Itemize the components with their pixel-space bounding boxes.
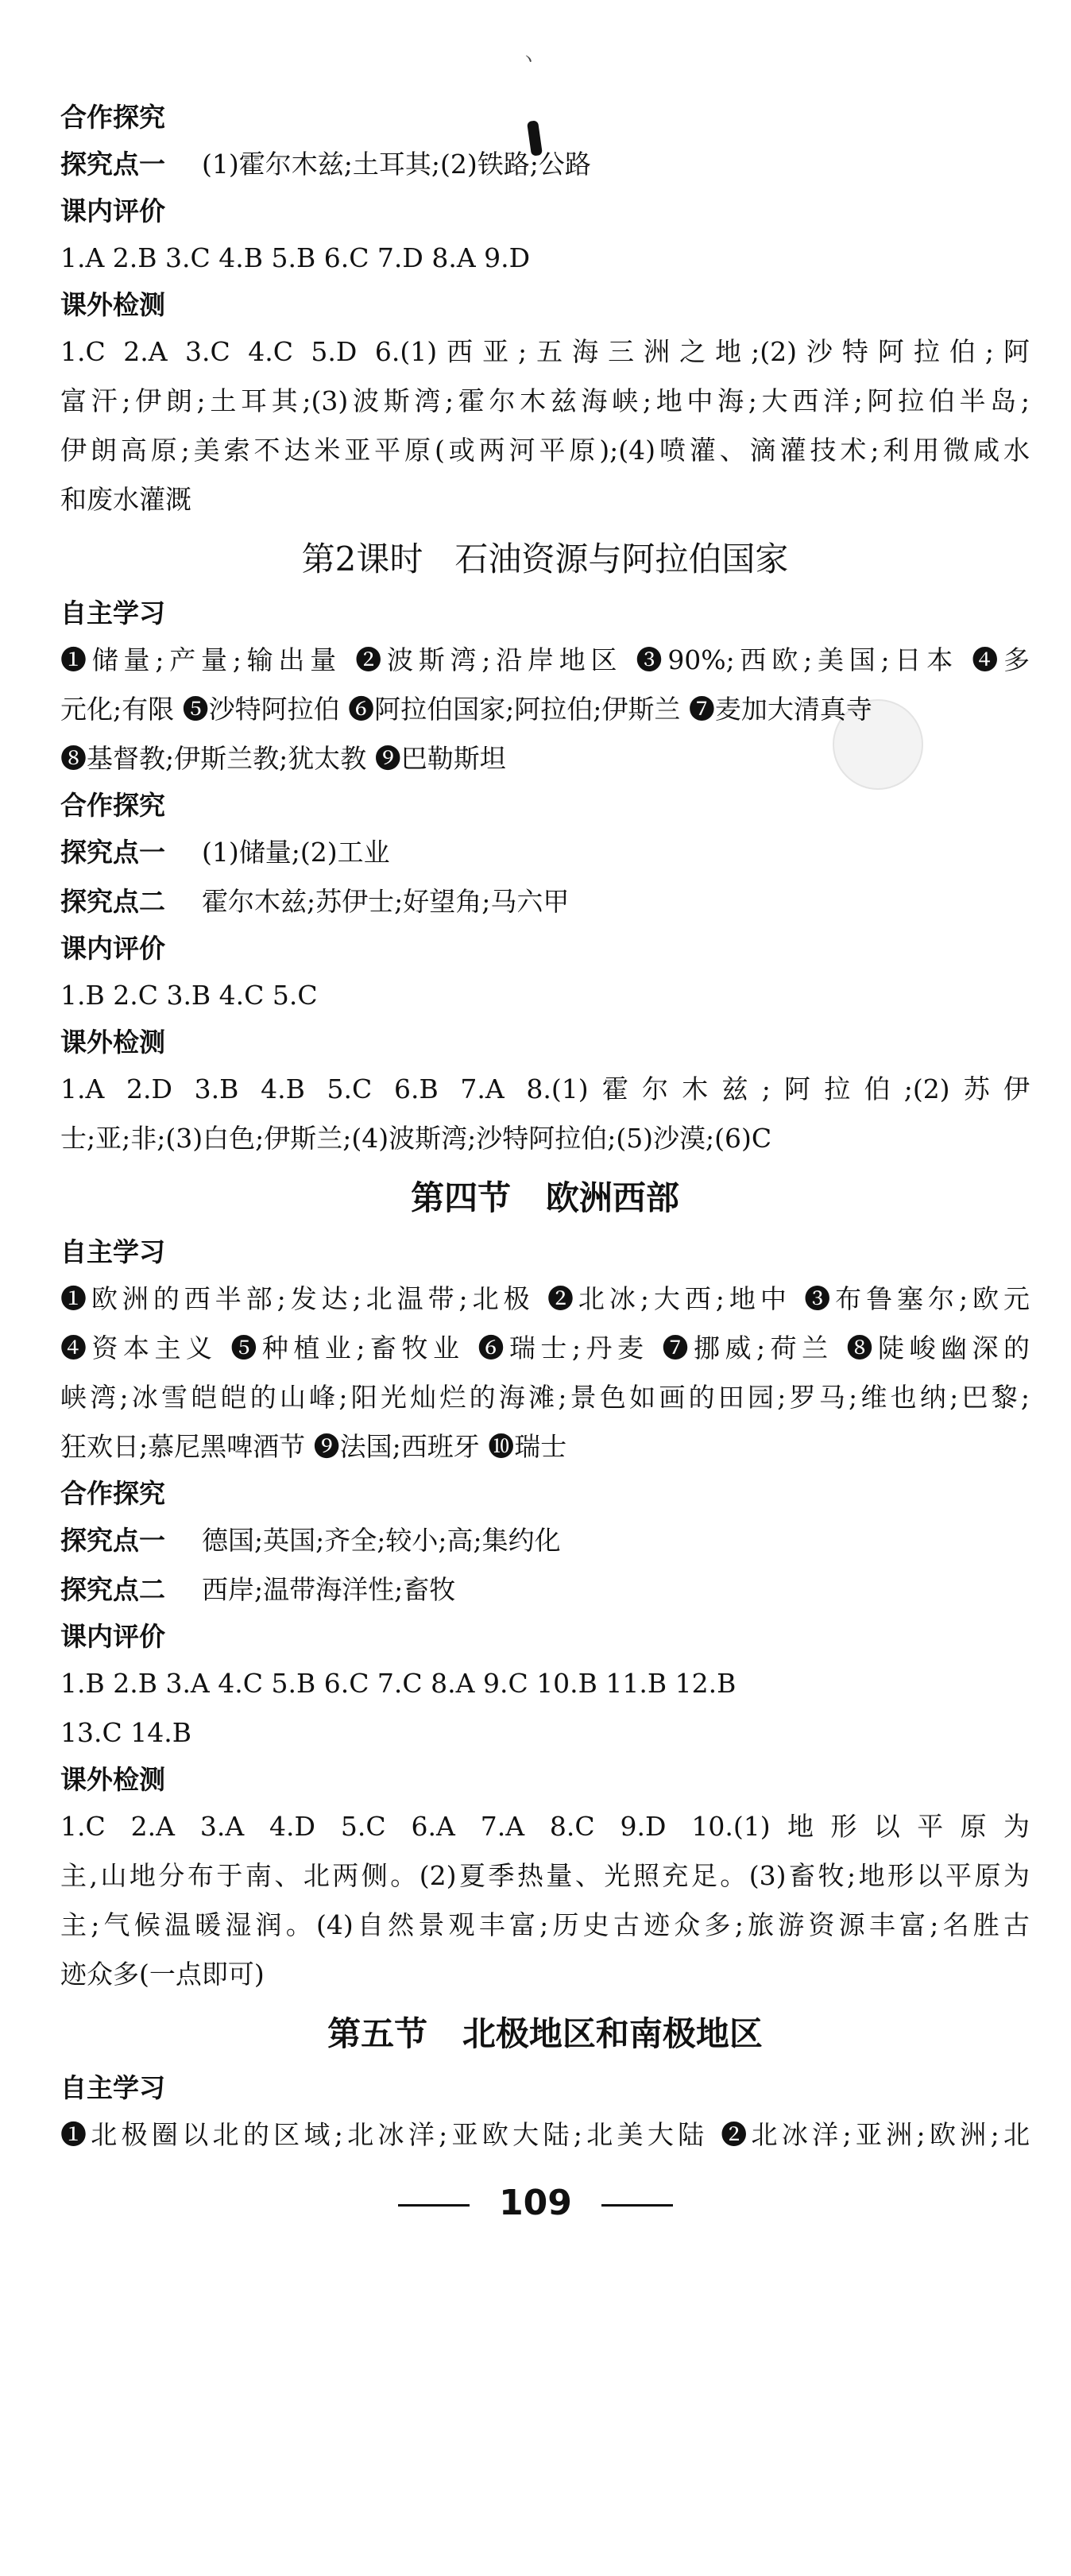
- answer-line: 主,山地分布于南、北两侧。(2)夏季热量、光照充足。(3)畜牧;地形以平原为: [60, 1860, 1030, 1891]
- answer-line: ❶欧洲的西半部;发达;北温带;北极 ❷北冰;大西;地中 ❸布鲁塞尔;欧元: [60, 1283, 1030, 1314]
- answer-line: 1.A 2.D 3.B 4.B 5.C 6.B 7.A 8.(1)霍尔木兹;阿拉伯;(2)苏伊: [60, 1073, 1030, 1104]
- answer-line: 狂欢日;慕尼黑啤酒节 ❾法国;西班牙 ❿瑞士: [60, 1431, 567, 1462]
- answer-line: 伊朗高原;美索不达米亚平原(或两河平原);(4)喷灌、滴灌技术;利用微咸水: [60, 435, 1030, 466]
- explore-point-answer: 霍尔木兹;苏伊士;好望角;马六甲: [202, 886, 570, 917]
- footer-dash-left: [398, 2204, 470, 2207]
- explore-point-label: 探究点二: [60, 886, 165, 917]
- section-label: 合作探究: [60, 1478, 165, 1509]
- answer-line: 元化;有限 ❺沙特阿拉伯 ❻阿拉伯国家;阿拉伯;伊斯兰 ❼麦加大清真寺: [60, 694, 872, 725]
- answer-line: 主;气候温暖湿润。(4)自然景观丰富;历史古迹众多;旅游资源丰富;名胜古: [60, 1909, 1030, 1940]
- answer-line: ❽基督教;伊斯兰教;犹太教 ❾巴勒斯坦: [60, 743, 506, 774]
- section-label: 课外检测: [60, 1764, 165, 1795]
- section-label: 自主学习: [60, 2072, 165, 2103]
- explore-point-row: [60, 877, 1030, 926]
- section-label: 合作探究: [60, 790, 165, 821]
- explore-point-label: 探究点一: [60, 1525, 165, 1556]
- answer-line: 峡湾;冰雪皑皑的山峰;阳光灿烂的海滩;景色如画的田园;罗马;维也纳;巴黎;: [60, 1382, 1030, 1413]
- answer-line: 士;亚;非;(3)白色;伊斯兰;(4)波斯湾;沙特阿拉伯;(5)沙漠;(6)C: [60, 1123, 772, 1154]
- answer-line: ❹资本主义 ❺种植业;畜牧业 ❻瑞士;丹麦 ❼挪威;荷兰 ❽陡峻幽深的: [60, 1332, 1030, 1363]
- explore-point-row: [60, 828, 1030, 877]
- answer-line: 1.B 2.B 3.A 4.C 5.B 6.C 7.C 8.A 9.C 10.B 11.B 12.B: [60, 1668, 737, 1699]
- answer-line: 迹众多(一点即可): [60, 1959, 265, 1990]
- explore-point-answer: 西岸;温带海洋性;畜牧: [202, 1574, 456, 1605]
- section-label: 自主学习: [60, 1236, 165, 1267]
- explore-point-row: [60, 1516, 1030, 1565]
- answer-line: 1.B 2.C 3.B 4.C 5.C: [60, 980, 318, 1011]
- explore-point-label: 探究点一: [60, 149, 165, 180]
- section-label: 自主学习: [60, 598, 165, 629]
- section-heading: 第2课时 石油资源与阿拉伯国家: [301, 540, 789, 578]
- footer-dash-right: [601, 2204, 673, 2207]
- section-label: 课外检测: [60, 289, 165, 320]
- answer-line: 1.C 2.A 3.C 4.C 5.D 6.(1)西亚;五海三洲之地;(2)沙特阿拉伯;阿: [60, 336, 1030, 367]
- section-heading: 第四节 欧洲西部: [411, 1178, 679, 1217]
- explore-point-answer: (1)霍尔木兹;土耳其;(2)铁路;公路: [202, 149, 591, 180]
- page-footer: [0, 2176, 1071, 2231]
- answer-line: ❶储量;产量;输出量 ❷波斯湾;沿岸地区 ❸90%;西欧;美国;日本 ❹多: [60, 644, 1030, 675]
- answer-line: 1.A 2.B 3.C 4.B 5.B 6.C 7.D 8.A 9.D: [60, 242, 531, 273]
- answer-line: ❶北极圈以北的区域;北冰洋;亚欧大陆;北美大陆 ❷北冰洋;亚洲;欧洲;北: [60, 2119, 1030, 2150]
- explore-point-row: [60, 1565, 1030, 1615]
- explore-point-label: 探究点一: [60, 837, 165, 868]
- page-number: 109: [499, 2183, 572, 2223]
- explore-point-answer: (1)储量;(2)工业: [202, 837, 390, 868]
- explore-point-row: [60, 140, 1030, 189]
- section-label: 课外检测: [60, 1027, 165, 1058]
- section-heading: 第五节 北极地区和南极地区: [327, 2014, 763, 2053]
- answer-line: 富汗;伊朗;土耳其;(3)波斯湾;霍尔木兹海峡;地中海;大西洋;阿拉伯半岛;: [60, 385, 1030, 416]
- section-label: 课内评价: [60, 195, 165, 226]
- scan-mark-top: ヽ: [520, 50, 538, 70]
- explore-point-answer: 德国;英国;齐全;较小;高;集约化: [202, 1525, 561, 1556]
- section-label: 课内评价: [60, 933, 165, 964]
- answer-key-page: [60, 95, 1030, 2160]
- answer-line: 13.C 14.B: [60, 1717, 191, 1748]
- answer-line: 1.C 2.A 3.A 4.D 5.C 6.A 7.A 8.C 9.D 10.(1)地形以平原为: [60, 1811, 1030, 1842]
- section-label: 合作探究: [60, 102, 165, 133]
- explore-point-label: 探究点二: [60, 1574, 165, 1605]
- section-label: 课内评价: [60, 1621, 165, 1652]
- answer-line: 和废水灌溉: [60, 484, 191, 515]
